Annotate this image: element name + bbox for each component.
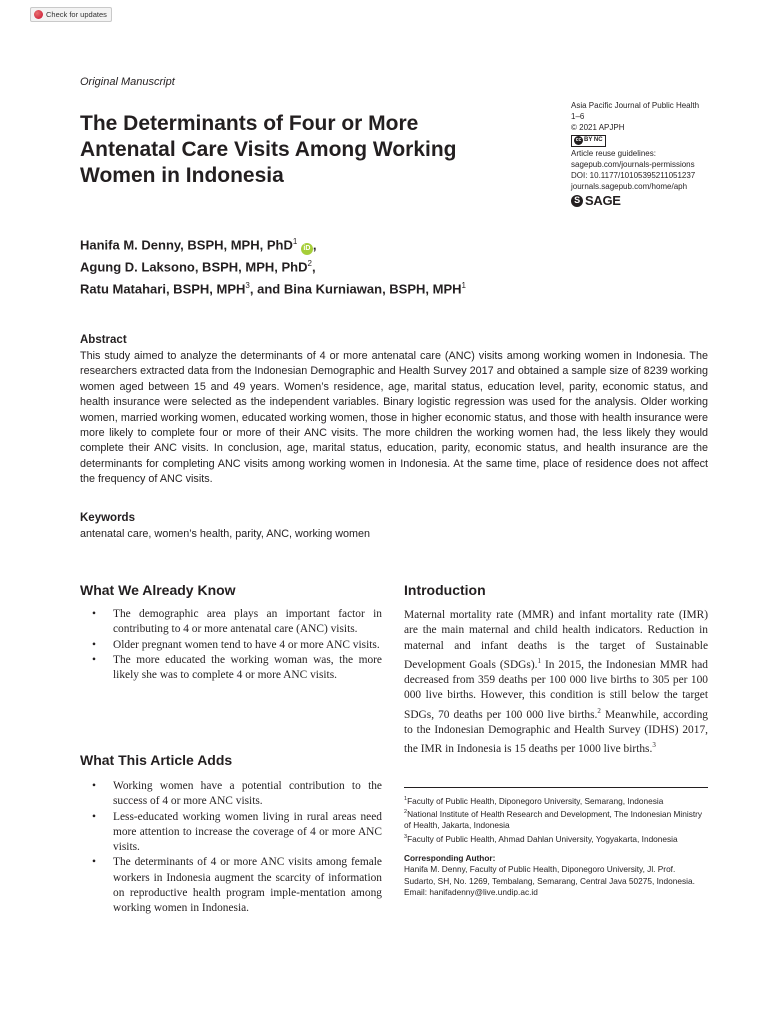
journal-info bbox=[571, 100, 741, 207]
publisher-name: SAGE bbox=[585, 193, 621, 208]
corresponding-email bbox=[404, 887, 708, 898]
author-4: Bina Kurniawan, BSPH, MPH bbox=[283, 280, 462, 296]
author-2: Agung D. Laksono, BSPH, MPH, PhD bbox=[80, 259, 308, 275]
article-adds-heading: What This Article Adds bbox=[80, 752, 233, 768]
author-1-affiliation: 1 bbox=[292, 237, 298, 246]
reference-3[interactable]: 3 bbox=[652, 740, 656, 749]
abstract-text: This study aimed to analyze the determinants of 4 or more antenatal care (ANC) visits among working women in Indonesia. The researchers extracted data from the Indonesian Demographic and Health Survey 2017 and obtained a sample size of 8239 working women aged between 15 and 49 years. Women’s residence, age, marital status, education level, parity, economic status, and health insurance were selected as the independent variables. Binary logistic regression was used for the analysis. Older working women, married working women, educated working women, those in higher economic status, and those with health insurance were more likely to complete four or more of their ANC visits. The more children the working women had, the less likely they would complete their ANC visits. In conclusion, age, marital status, education, parity, economic status, and health insurance are the determinants for completing ANC visits among working women in Indonesia. At the same time, place of residence does not affect the frequency of ANC visits. bbox=[80, 350, 708, 486]
abstract-heading: Abstract bbox=[80, 334, 127, 346]
check-for-updates-button[interactable] bbox=[30, 7, 112, 22]
intro-text-part: In 2015, the Indonesian MMR had decreased from 359 deaths per 100 000 live births to 305 per 100 000 live births. However, this condition is still below the target SDGs, 70 deaths per 100 000 live births. bbox=[404, 658, 708, 721]
journal-name: Asia Pacific Journal of Public Health bbox=[571, 101, 700, 110]
bullet-icon: • bbox=[92, 780, 96, 792]
sage-logo bbox=[571, 195, 621, 207]
list-item-text: Older pregnant women tend to have 4 or more ANC visits. bbox=[113, 638, 380, 651]
author-3-affiliation: 3 bbox=[245, 280, 250, 290]
affiliation-number: 1 bbox=[404, 796, 408, 802]
doi[interactable]: DOI: 10.1177/10105395211051237 bbox=[571, 170, 696, 180]
title-line-1: The Determinants of Four or More bbox=[80, 112, 419, 135]
introduction-text bbox=[404, 608, 708, 757]
creative-commons-badge[interactable] bbox=[571, 135, 606, 147]
corresponding-author-label: Corresponding Author: bbox=[404, 853, 496, 863]
what-we-know-heading: What We Already Know bbox=[80, 582, 236, 598]
article-title bbox=[80, 111, 520, 189]
author-4-affiliation: 1 bbox=[461, 280, 466, 290]
what-we-know-list bbox=[80, 607, 382, 683]
affiliation-number: 2 bbox=[404, 809, 408, 816]
list-item bbox=[80, 855, 382, 916]
list-item bbox=[80, 638, 382, 653]
list-item bbox=[80, 779, 382, 810]
page-range: 1–6 bbox=[571, 112, 585, 121]
corresponding-author-address: Hanifa M. Denny, Faculty of Public Health, Diponegoro University, Jl. Prof. Sudarto, SH, No. 1269, Tembalang, Semarang, Central Java 50275, Indonesia. bbox=[404, 864, 695, 886]
affiliation-number: 3 bbox=[404, 833, 408, 840]
bullet-icon: • bbox=[92, 856, 96, 869]
author-list: Hanifa M. Denny, BSPH, MPH, PhD$^1$ iD , Agung D. Laksono, BSPH, MPH, PhD$^2$, Ratu Matahari, BSPH, MPH$^3$, and Bina Kurniawan, BSPH, MPH$^1$ bbox=[80, 237, 466, 296]
check-updates-label: Check for updates bbox=[46, 10, 107, 19]
cc-icon: cc bbox=[575, 137, 582, 143]
bullet-icon: • bbox=[92, 608, 96, 620]
affiliation bbox=[404, 832, 708, 845]
list-item-text: The demographic area plays an important factor in contributing to 4 or more antenatal care (ANC) visits. bbox=[113, 608, 382, 636]
email-label: Email: bbox=[404, 887, 430, 898]
introduction-heading: Introduction bbox=[404, 582, 486, 598]
affiliation bbox=[404, 794, 708, 807]
affiliation-text: Faculty of Public Health, Diponegoro University, Semarang, Indonesia bbox=[407, 795, 664, 806]
check-updates-icon bbox=[34, 10, 43, 19]
corresponding-author bbox=[404, 853, 708, 899]
affiliation-text: National Institute of Health Research and Development, The Indonesian Ministry of Health, Jakarta, Indonesia bbox=[404, 808, 703, 831]
cc-license-label: BY NC bbox=[584, 137, 603, 143]
bullet-icon: • bbox=[92, 638, 96, 651]
bullet-icon: • bbox=[92, 810, 96, 823]
list-item bbox=[80, 653, 382, 684]
list-item-text: Less-educated working women living in rural areas need more attention to increase the coverage of 4 or more ANC visits. bbox=[113, 810, 382, 854]
affiliation bbox=[404, 807, 708, 832]
article-adds-list bbox=[80, 779, 382, 917]
author-1: Hanifa M. Denny, BSPH, MPH, PhD bbox=[80, 237, 293, 253]
keywords-heading: Keywords bbox=[80, 512, 135, 524]
intro-text-part: Maternal mortality rate (MMR) and infant mortality rate (IMR) are the main maternal and child health indicators. Reduction in maternal and infant deaths is the target of Sustainable Development Goals (SDGs). bbox=[404, 609, 708, 671]
affiliations bbox=[404, 794, 708, 845]
author-conjunction: , and bbox=[249, 280, 284, 296]
reuse-guidelines-link[interactable]: sagepub.com/journals-permissions bbox=[571, 159, 695, 169]
intro-text-part: Meanwhile, according to the Indonesian Demographic and Health Survey (IDHS) 2017, the IMR in Indonesia is 15 deaths per 1000 live births. bbox=[404, 708, 708, 755]
journal-home-link[interactable]: journals.sagepub.com/home/aph bbox=[571, 181, 688, 191]
manuscript-type: Original Manuscript bbox=[80, 76, 175, 88]
reference-1[interactable]: 1 bbox=[537, 656, 541, 665]
list-item-text: The more educated the working woman was, the more likely she was to complete 4 or more ANC visits. bbox=[113, 653, 382, 682]
reuse-guidelines-label: Article reuse guidelines: bbox=[571, 148, 656, 158]
bullet-icon: • bbox=[92, 653, 96, 666]
copyright: © 2021 APJPH bbox=[571, 123, 625, 132]
author-2-affiliation: 2 bbox=[307, 259, 312, 269]
author-3: Ratu Matahari, BSPH, MPH bbox=[80, 280, 246, 296]
list-item bbox=[80, 607, 382, 638]
reference-2[interactable]: 2 bbox=[597, 706, 601, 715]
title-line-2: Antenatal Care Visits Among Working bbox=[80, 138, 457, 161]
footnote-divider bbox=[404, 787, 708, 788]
sage-logo-icon: S bbox=[571, 195, 583, 207]
keywords-text: antenatal care, women’s health, parity, ANC, working women bbox=[80, 528, 371, 540]
title-line-3: Women in Indonesia bbox=[80, 164, 284, 187]
email-link[interactable]: hanifadenny@live.undip.ac.id bbox=[429, 887, 538, 898]
list-item-text: Working women have a potential contribution to the success of 4 or more ANC visits. bbox=[113, 780, 382, 808]
affiliation-text: Faculty of Public Health, Ahmad Dahlan University, Yogyakarta, Indonesia bbox=[407, 833, 678, 844]
orcid-icon[interactable]: iD bbox=[301, 243, 313, 255]
list-item bbox=[80, 810, 382, 856]
list-item-text: The determinants of 4 or more ANC visits among female workers in Indonesia augment the scarcity of information on reproductive health program imple-mentation among working women in Indonesia. bbox=[113, 856, 382, 915]
